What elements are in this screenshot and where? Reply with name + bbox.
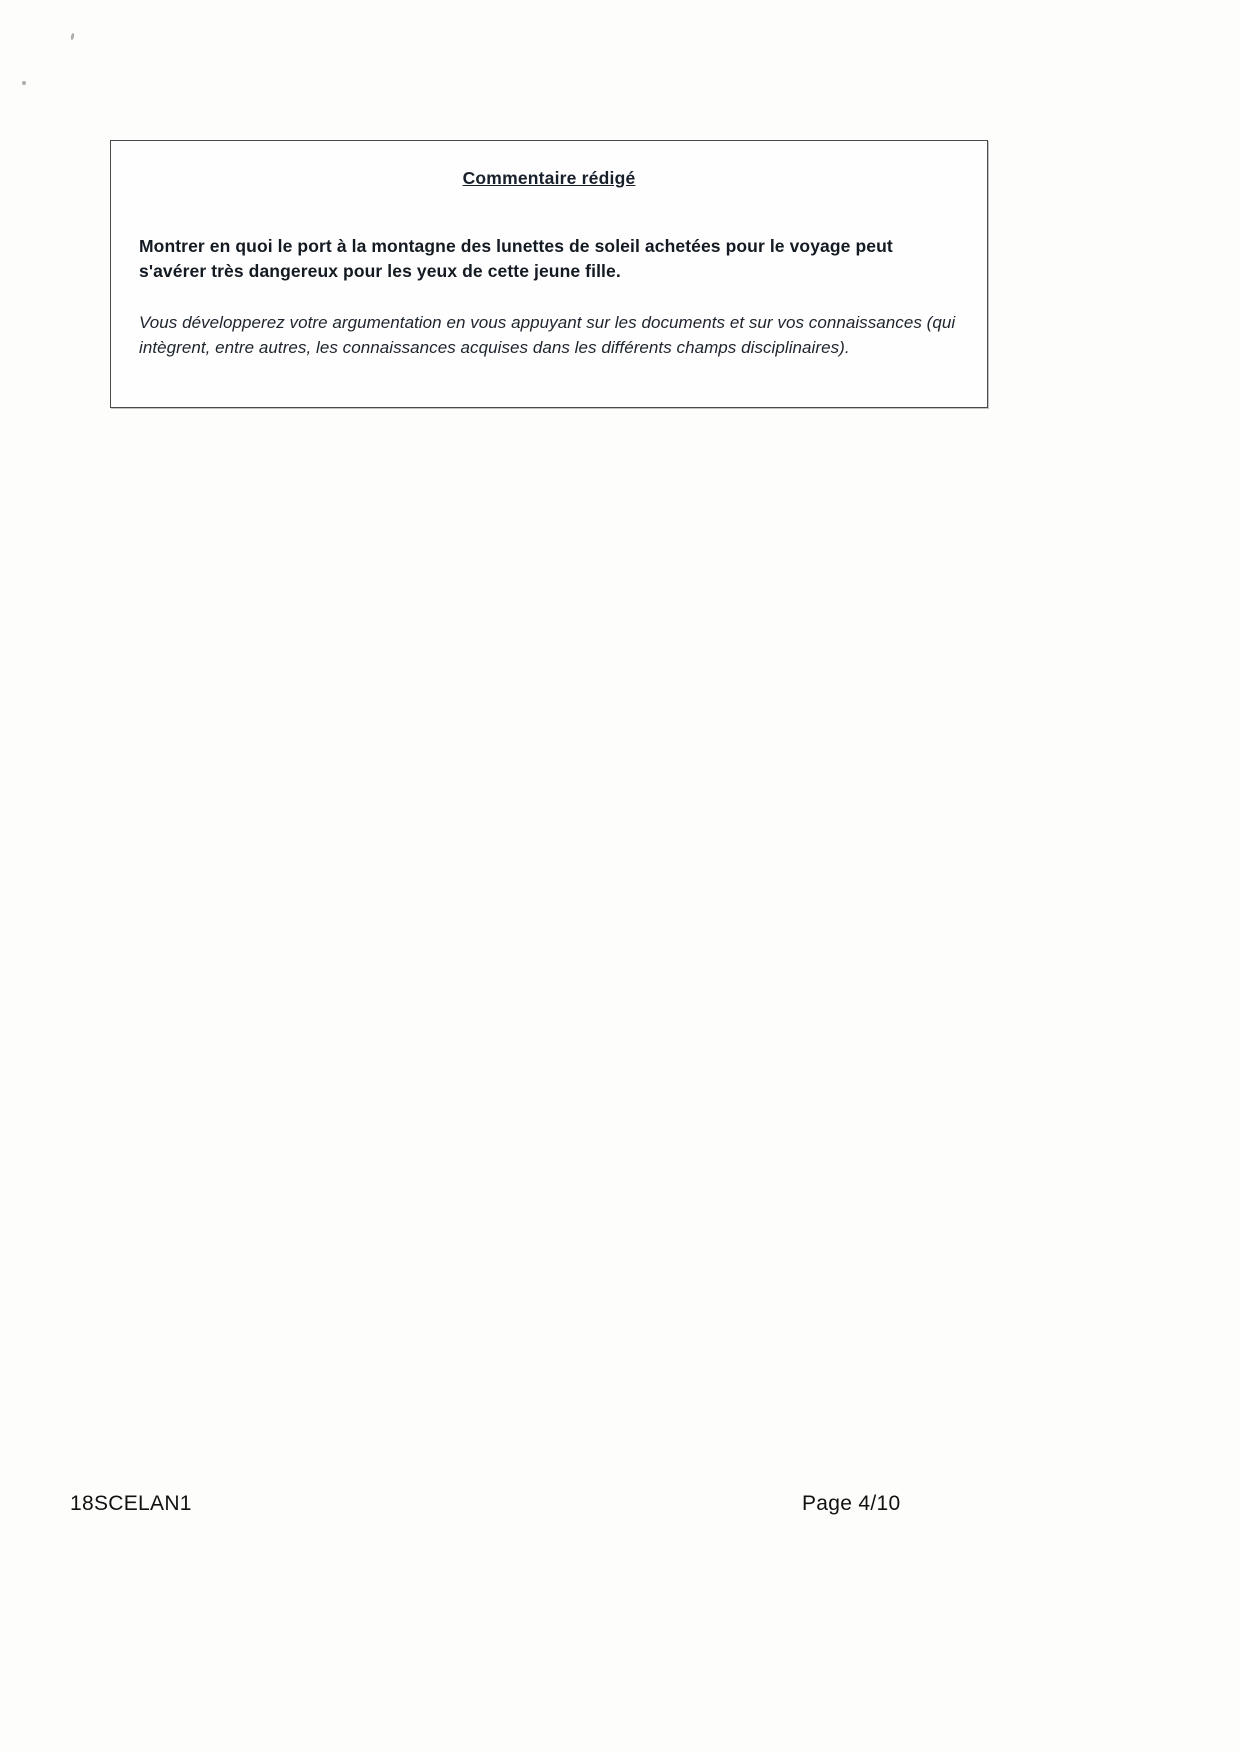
- page-footer: [0, 1492, 1240, 1532]
- exam-code: 18SCELAN1: [70, 1492, 192, 1515]
- page-number: Page 4/10: [802, 1492, 901, 1515]
- scan-speckle-icon: [70, 33, 74, 40]
- commentaire-redige-box: [110, 140, 988, 408]
- scan-speckle-icon: [22, 81, 26, 85]
- question-prompt: Montrer en quoi le port à la montagne des lunettes de soleil achetées pour le voyage peut s'avérer très dangereux pour les yeux de cette jeune fille.: [139, 236, 893, 282]
- comment-box-body: [111, 234, 987, 361]
- comment-box-title: Commentaire rédigé: [462, 168, 636, 188]
- instruction-text: Vous développerez votre argumentation en vous appuyant sur les documents et sur vos connaissances (qui intègrent, entre autres, les connaissances acquises dans les différents champs disciplinaires).: [139, 312, 956, 358]
